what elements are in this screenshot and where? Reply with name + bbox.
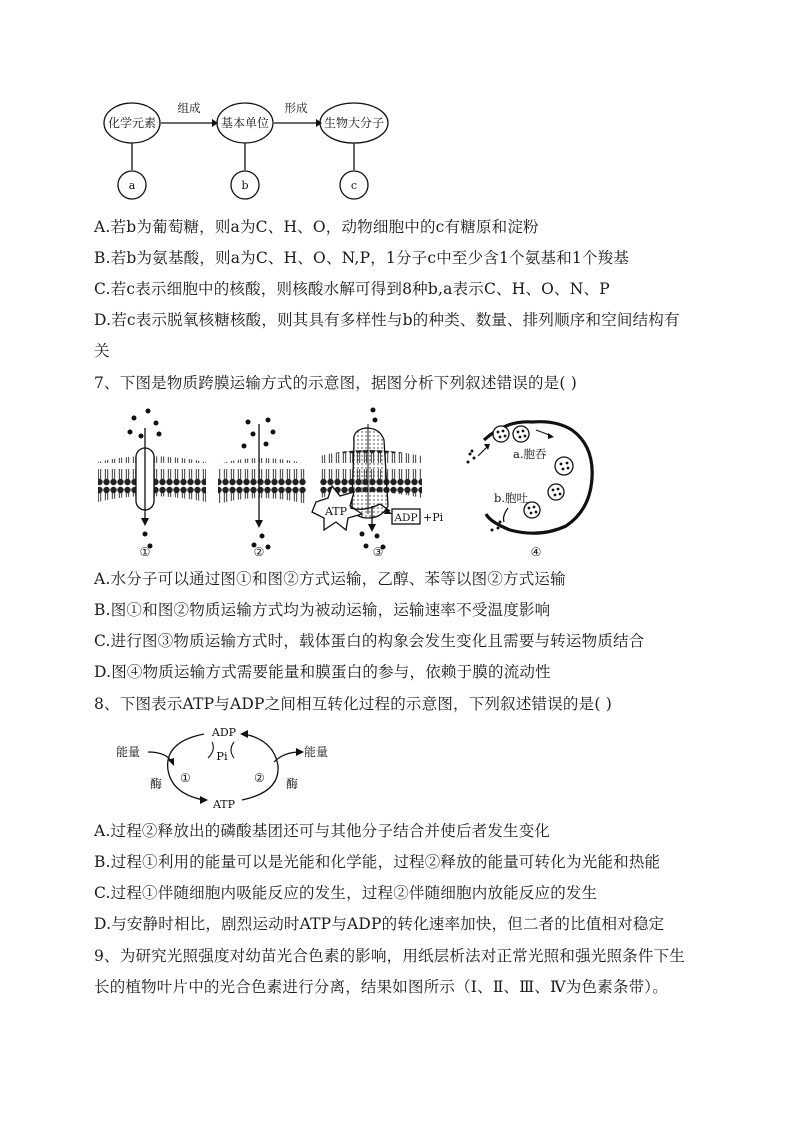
- node-label-elements: 化学元素: [107, 116, 157, 130]
- letter-c: c: [350, 179, 358, 192]
- atp-label: ATP: [324, 505, 348, 518]
- panel-vesicle-transport: [467, 422, 593, 559]
- q8-option-a: A.过程②释放出的磷酸基团还可与其他分子结合并使后者发生变化: [94, 822, 551, 840]
- q6-option-d-cont: 关: [94, 342, 110, 360]
- node-label-macromolecule: 生物大分子: [323, 116, 385, 130]
- enzyme-right-label: 酶: [286, 777, 299, 791]
- edge-label-compose: 组成: [177, 101, 201, 115]
- adp-node: ADP: [211, 726, 237, 739]
- panel-4-label: ④: [530, 545, 542, 559]
- adp-label: ADP: [394, 512, 418, 524]
- panel-3-label: ③: [372, 545, 384, 559]
- q7-option-a: A.水分子可以通过图①和图②方式运输，乙醇、苯等以图②方式运输: [94, 570, 566, 588]
- q9-stem-line-2: 长的植物叶片中的光合色素进行分离，结果如图所示（Ⅰ、Ⅱ、Ⅲ、Ⅳ为色素条带）。: [94, 978, 668, 996]
- pi-label: +Pi: [423, 511, 444, 524]
- energy-left-label: 能量: [116, 745, 141, 759]
- panel-2-label: ②: [253, 545, 265, 559]
- atp-adp-cycle-figure: [108, 722, 338, 814]
- enzyme-left-label: 酶: [150, 777, 163, 791]
- q7-option-c: C.进行图③物质运输方式时，载体蛋白的构象会发生变化且需要与转运物质结合: [94, 632, 645, 650]
- energy-right-label: 能量: [304, 745, 329, 759]
- membrane-transport-figure: [96, 406, 616, 560]
- q7-stem: 7、下图是物质跨膜运输方式的示意图，据图分析下列叙述错误的是( ): [94, 374, 577, 392]
- q8-option-b: B.过程①利用的能量可以是光能和化学能，过程②释放的能量可转化为光能和热能: [94, 853, 661, 871]
- q6-option-c: C.若c表示细胞中的核酸，则核酸水解可得到8种b,a表示C、H、O、N、P: [94, 280, 610, 298]
- node-label-units: 基本单位: [220, 116, 270, 130]
- process-2-label: ②: [254, 771, 265, 785]
- process-1-label: ①: [180, 771, 191, 785]
- q6-option-b: B.若b为氨基酸，则a为C、H、O、N,P，1分子c中至少含1个氨基和1个羧基: [94, 249, 630, 267]
- letter-a: a: [128, 179, 136, 192]
- pi-node: Pi: [216, 749, 228, 763]
- q9-stem-line-1: 9、为研究光照强度对幼苗光合色素的影响，用纸层析法对正常光照和强光照条件下生: [94, 947, 685, 965]
- panel-free-diffusion: [218, 418, 306, 560]
- panel-channel-diffusion: [98, 409, 206, 560]
- q7-option-b: B.图①和图②物质运输方式均为被动运输，运输速率不受温度影响: [94, 601, 551, 619]
- exocytosis-label: b.胞吐: [494, 491, 529, 505]
- atp-node: ATP: [212, 798, 236, 811]
- edge-label-form: 形成: [284, 101, 308, 115]
- letter-b: b: [241, 179, 249, 192]
- concept-flow-diagram: [98, 96, 398, 204]
- panel-active-transport: [312, 408, 444, 560]
- q8-option-d: D.与安静时相比，剧烈运动时ATP与ADP的转化速率加快，但二者的比值相对稳定: [94, 915, 665, 933]
- q7-option-d: D.图④物质运输方式需要能量和膜蛋白的参与，依赖于膜的流动性: [94, 663, 551, 681]
- q6-option-a: A.若b为葡萄糖，则a为C、H、O，动物细胞中的c有糖原和淀粉: [94, 218, 539, 236]
- q8-stem: 8、下图表示ATP与ADP之间相互转化过程的示意图，下列叙述错误的是( ): [94, 695, 612, 713]
- q8-option-c: C.过程①伴随细胞内吸能反应的发生，过程②伴随细胞内放能反应的发生: [94, 884, 598, 902]
- endocytosis-label: a.胞吞: [513, 447, 547, 461]
- panel-1-label: ①: [139, 545, 151, 559]
- q6-option-d: D.若c表示脱氧核糖核酸，则其具有多样性与b的种类、数量、排列顺序和空间结构有: [94, 311, 680, 329]
